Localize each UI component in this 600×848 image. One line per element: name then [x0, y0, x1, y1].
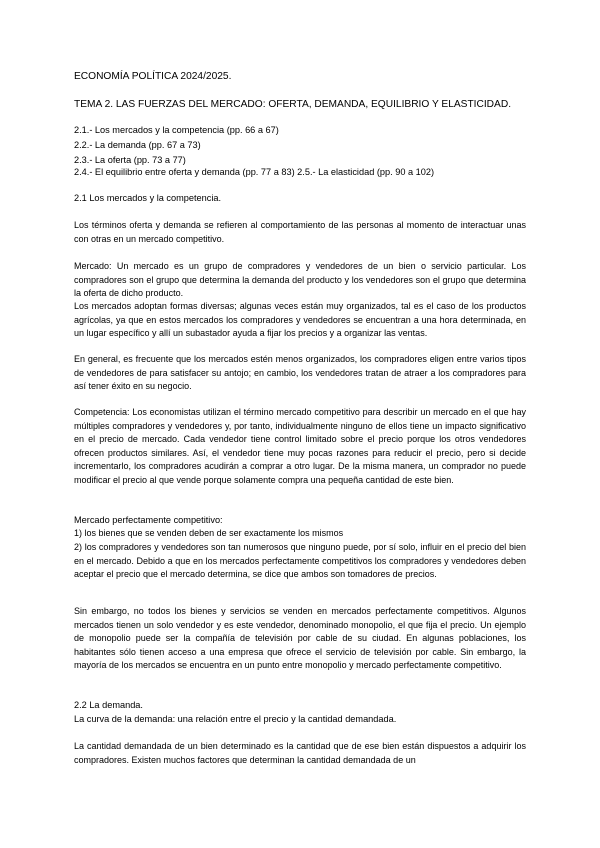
mercado-paragraph: Mercado: Un mercado es un grupo de compradores y vendedores de un bien o servicio particular. Los compradores son el grupo que determina la demanda del producto y los vendedores son el grupo que determina la oferta de dicho producto. [74, 261, 526, 298]
section-heading: 2.1 Los mercados y la competencia. [74, 193, 222, 203]
toc-item: 2.1.- Los mercados y la competencia (pp. 66 a 67) [74, 125, 279, 135]
perfect-competition-item: 2) los compradores y vendedores son tan numerosos que ninguno puede, por sí solo, influir en el precio del bien en el mercado. Debido a que en los mercados perfectamente competitivos los compradores y vendedores deben aceptar el precio que el mercado determina, se dice que ambos son tomadores de precios. [74, 542, 526, 579]
demanda-paragraph: La cantidad demandada de un bien determinado es la cantidad que de ese bien están dispuestos a adquirir los compradores. Existen muchos factores que determinan la cantidad demandada de un [74, 741, 526, 765]
mercado-organization-paragraph: En general, es frecuente que los mercados estén menos organizados, los compradores eligen entre varios tipos de vendedores de para satisfacer su antojo; en cambio, los vendedores tratan de atraer a los compradores para así tener éxito en su negocio. [74, 354, 526, 391]
monopolio-paragraph: Sin embargo, no todos los bienes y servicios se venden en mercados perfectamente competitivos. Algunos mercados tienen un solo vendedor y es este vendedor, denominado monopolio, el que fija el precio. Un ejemplo de monopolio puede ser la compañía de televisión por cable de su ciudad. En algunas poblaciones, los habitantes sólo tienen acceso a una empresa que ofrece el servicio de televisión por cable. Sin embargo, la mayoría de los mercados se encuentra en un punto entre monopolio y mercado perfectamente competitivo. [74, 606, 526, 670]
section-subheading: La curva de la demanda: una relación entre el precio y la cantidad demandada. [74, 714, 397, 724]
perfect-competition-heading: Mercado perfectamente competitivo: [74, 515, 223, 525]
topic-title: TEMA 2. LAS FUERZAS DEL MERCADO: OFERTA, DEMANDA, EQUILIBRIO Y ELASTICIDAD. [74, 99, 512, 110]
toc-item: 2.4.- El equilibrio entre oferta y demanda (pp. 77 a 83) 2.5.- La elasticidad (pp. 90 a 102) [74, 167, 435, 177]
toc-item: 2.3.- La oferta (pp. 73 a 77) [74, 155, 186, 165]
perfect-competition-item: 1) los bienes que se venden deben de ser exactamente los mismos [74, 528, 344, 538]
intro-paragraph: Los términos oferta y demanda se refieren al comportamiento de las personas al momento de interactuar unas con otras en un mercado competitivo. [74, 220, 526, 244]
mercado-forms-paragraph: Los mercados adoptan formas diversas; algunas veces están muy organizados, tal es el caso de los productos agrícolas, ya que en estos mercados los compradores y vendedores se encuentran a una hora determinada, en un lugar específico y allí un subastador ayuda a fijar los precios y a organizar las ventas. [74, 301, 526, 338]
section-heading: 2.2 La demanda. [74, 700, 143, 710]
toc-item: 2.2.- La demanda (pp. 67 a 73) [74, 140, 201, 150]
competencia-paragraph: Competencia: Los economistas utilizan el término mercado competitivo para describir un mercado en el que hay múltiples compradores y vendedores y, por tanto, individualmente ninguno de ellos tiene un impacto significativo en el precio de mercado. Cada vendedor tiene control limitado sobre el precio porque los otros vendedores ofrecen productos similares. Así, el vendedor tiene muy pocas razones para reducir el precio, pero si decide incrementarlo, los compradores acudirán a comprar a otro lugar. De la misma manera, un comprador no puede modificar el precio al que vende porque solamente compra una pequeña cantidad de este bien. [74, 407, 526, 485]
document-title: ECONOMÍA POLÍTICA 2024/2025. [74, 71, 232, 82]
